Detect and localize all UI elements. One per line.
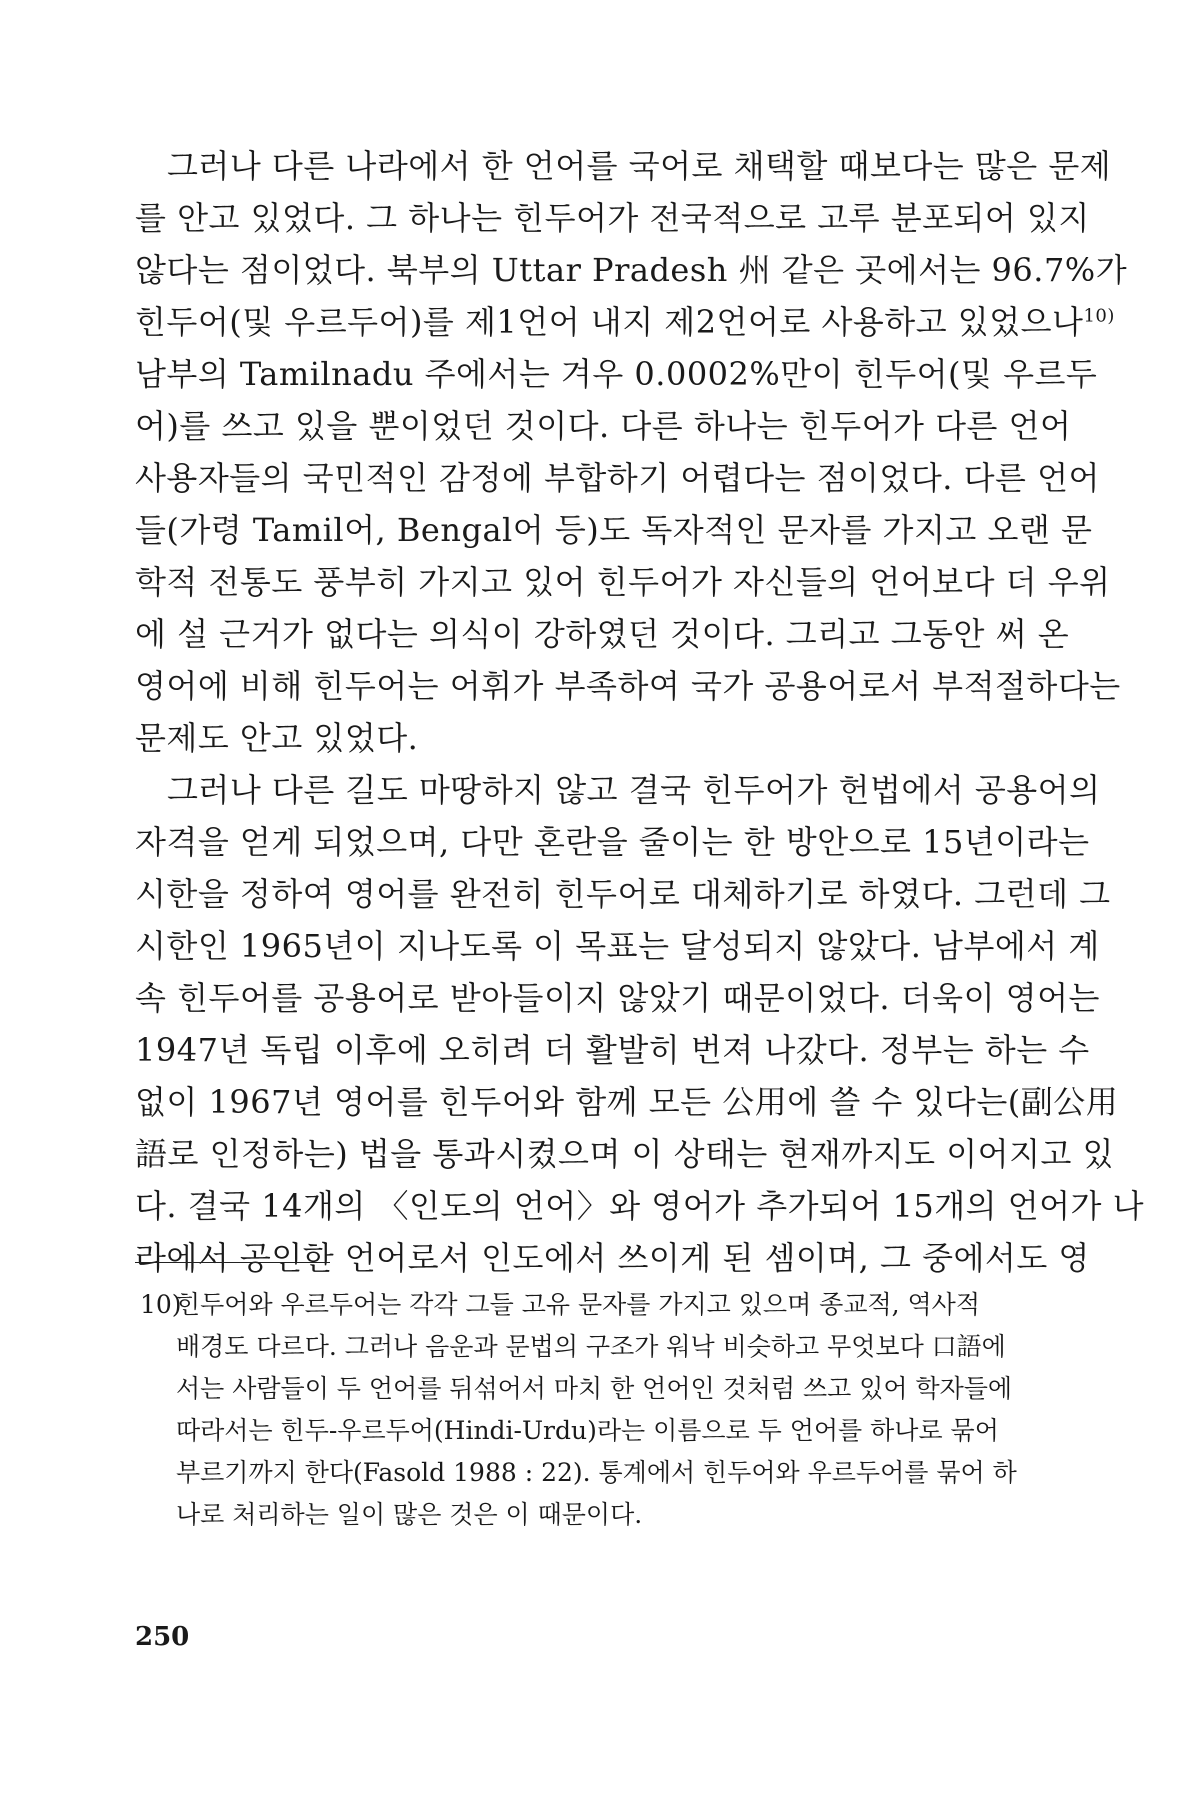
text-line: 영어에 비해 힌두어는 어휘가 부족하여 국가 공용어로서 부적절하다는 — [135, 667, 1121, 705]
main-text — [135, 140, 1145, 1284]
text-line: 없이 1967년 영어를 힌두어와 함께 모든 公用에 쓸 수 있다는(副公用 — [135, 1083, 1119, 1121]
text-line-with-footnote — [135, 296, 1115, 348]
paragraph-1 — [135, 140, 1128, 764]
text-line: 남부의 Tamilnadu 주에서는 겨우 0.0002%만이 힌두어(및 우르두 — [135, 355, 1098, 393]
text-line: 문제도 안고 있었다. — [135, 719, 419, 757]
footnote-line: 서는 사람들이 두 언어를 뒤섞어서 마치 한 언어인 것처럼 쓰고 있어 학자들에 — [176, 1374, 1013, 1403]
text-line: 1947년 독립 이후에 오히려 더 활발히 번져 나갔다. 정부는 하는 수 — [135, 1031, 1090, 1069]
footnote — [140, 1284, 1020, 1536]
paragraph-2 — [135, 764, 1145, 1284]
text-line: 사용자들의 국민적인 감정에 부합하기 어렵다는 점이었다. 다른 언어 — [135, 459, 1100, 497]
text-line: 않다는 점이었다. 북부의 Uttar Pradesh 州 같은 곳에서는 96.7%가 — [135, 251, 1128, 289]
text-line: 그러나 다른 나라에서 한 언어를 국어로 채택할 때보다는 많은 문제 — [167, 147, 1112, 185]
footnote-reference: 10) — [1083, 305, 1115, 327]
text-line: 시한인 1965년이 지나도록 이 목표는 달성되지 않았다. 남부에서 계 — [135, 927, 1100, 965]
text-line: 語로 인정하는) 법을 통과시켰으며 이 상태는 현재까지도 이어지고 있 — [135, 1135, 1114, 1173]
text-line: 속 힌두어를 공용어로 받아들이지 않았기 때문이었다. 더욱이 영어는 — [135, 979, 1100, 1017]
text-line: 라에서 공인한 언어로서 인도에서 쓰이게 된 셈이며, 그 중에서도 영 — [135, 1239, 1090, 1277]
text-line: 그러나 다른 길도 마땅하지 않고 결국 힌두어가 헌법에서 공용어의 — [167, 771, 1101, 809]
footnote-number: 10) — [140, 1290, 182, 1319]
text-line: 를 안고 있었다. 그 하나는 힌두어가 전국적으로 고루 분포되어 있지 — [135, 199, 1090, 237]
footnote-line: 나로 처리하는 일이 많은 것은 이 때문이다. — [176, 1500, 643, 1529]
text-line: 자격을 얻게 되었으며, 다만 혼란을 줄이는 한 방안으로 15년이라는 — [135, 823, 1090, 861]
text-line: 에 설 근거가 없다는 의식이 강하였던 것이다. 그리고 그동안 써 온 — [135, 615, 1070, 653]
footnote-line: 배경도 다르다. 그러나 음운과 문법의 구조가 워낙 비슷하고 무엇보다 口語에 — [176, 1332, 1006, 1361]
text-line: 다. 결국 14개의 〈인도의 언어〉와 영어가 추가되어 15개의 언어가 나 — [135, 1187, 1145, 1225]
footnote-line: 힌두어와 우르두어는 각각 그들 고유 문자를 가지고 있으며 종교적, 역사적 — [176, 1290, 980, 1319]
text-line: 어)를 쓰고 있을 뿐이었던 것이다. 다른 하나는 힌두어가 다른 언어 — [135, 407, 1072, 445]
footnote-first-line — [140, 1284, 1020, 1326]
text-line: 들(가령 Tamil어, Bengal어 등)도 독자적인 문자를 가지고 오랜 문 — [135, 511, 1093, 549]
footnote-line: 부르기까지 한다(Fasold 1988 : 22). 통계에서 힌두어와 우르두어를 묶어 하 — [176, 1458, 1017, 1487]
footnote-divider — [135, 1262, 330, 1263]
text-line-content: 힌두어(및 우르두어)를 제1언어 내지 제2언어로 사용하고 있었으나 — [135, 303, 1084, 341]
page-number: 250 — [135, 1622, 190, 1652]
footnote-line: 따라서는 힌두-우르두어(Hindi-Urdu)라는 이름으로 두 언어를 하나로 묶어 — [176, 1416, 999, 1445]
text-line: 학적 전통도 풍부히 가지고 있어 힌두어가 자신들의 언어보다 더 우위 — [135, 563, 1111, 601]
text-line: 시한을 정하여 영어를 완전히 힌두어로 대체하기로 하였다. 그런데 그 — [135, 875, 1111, 913]
